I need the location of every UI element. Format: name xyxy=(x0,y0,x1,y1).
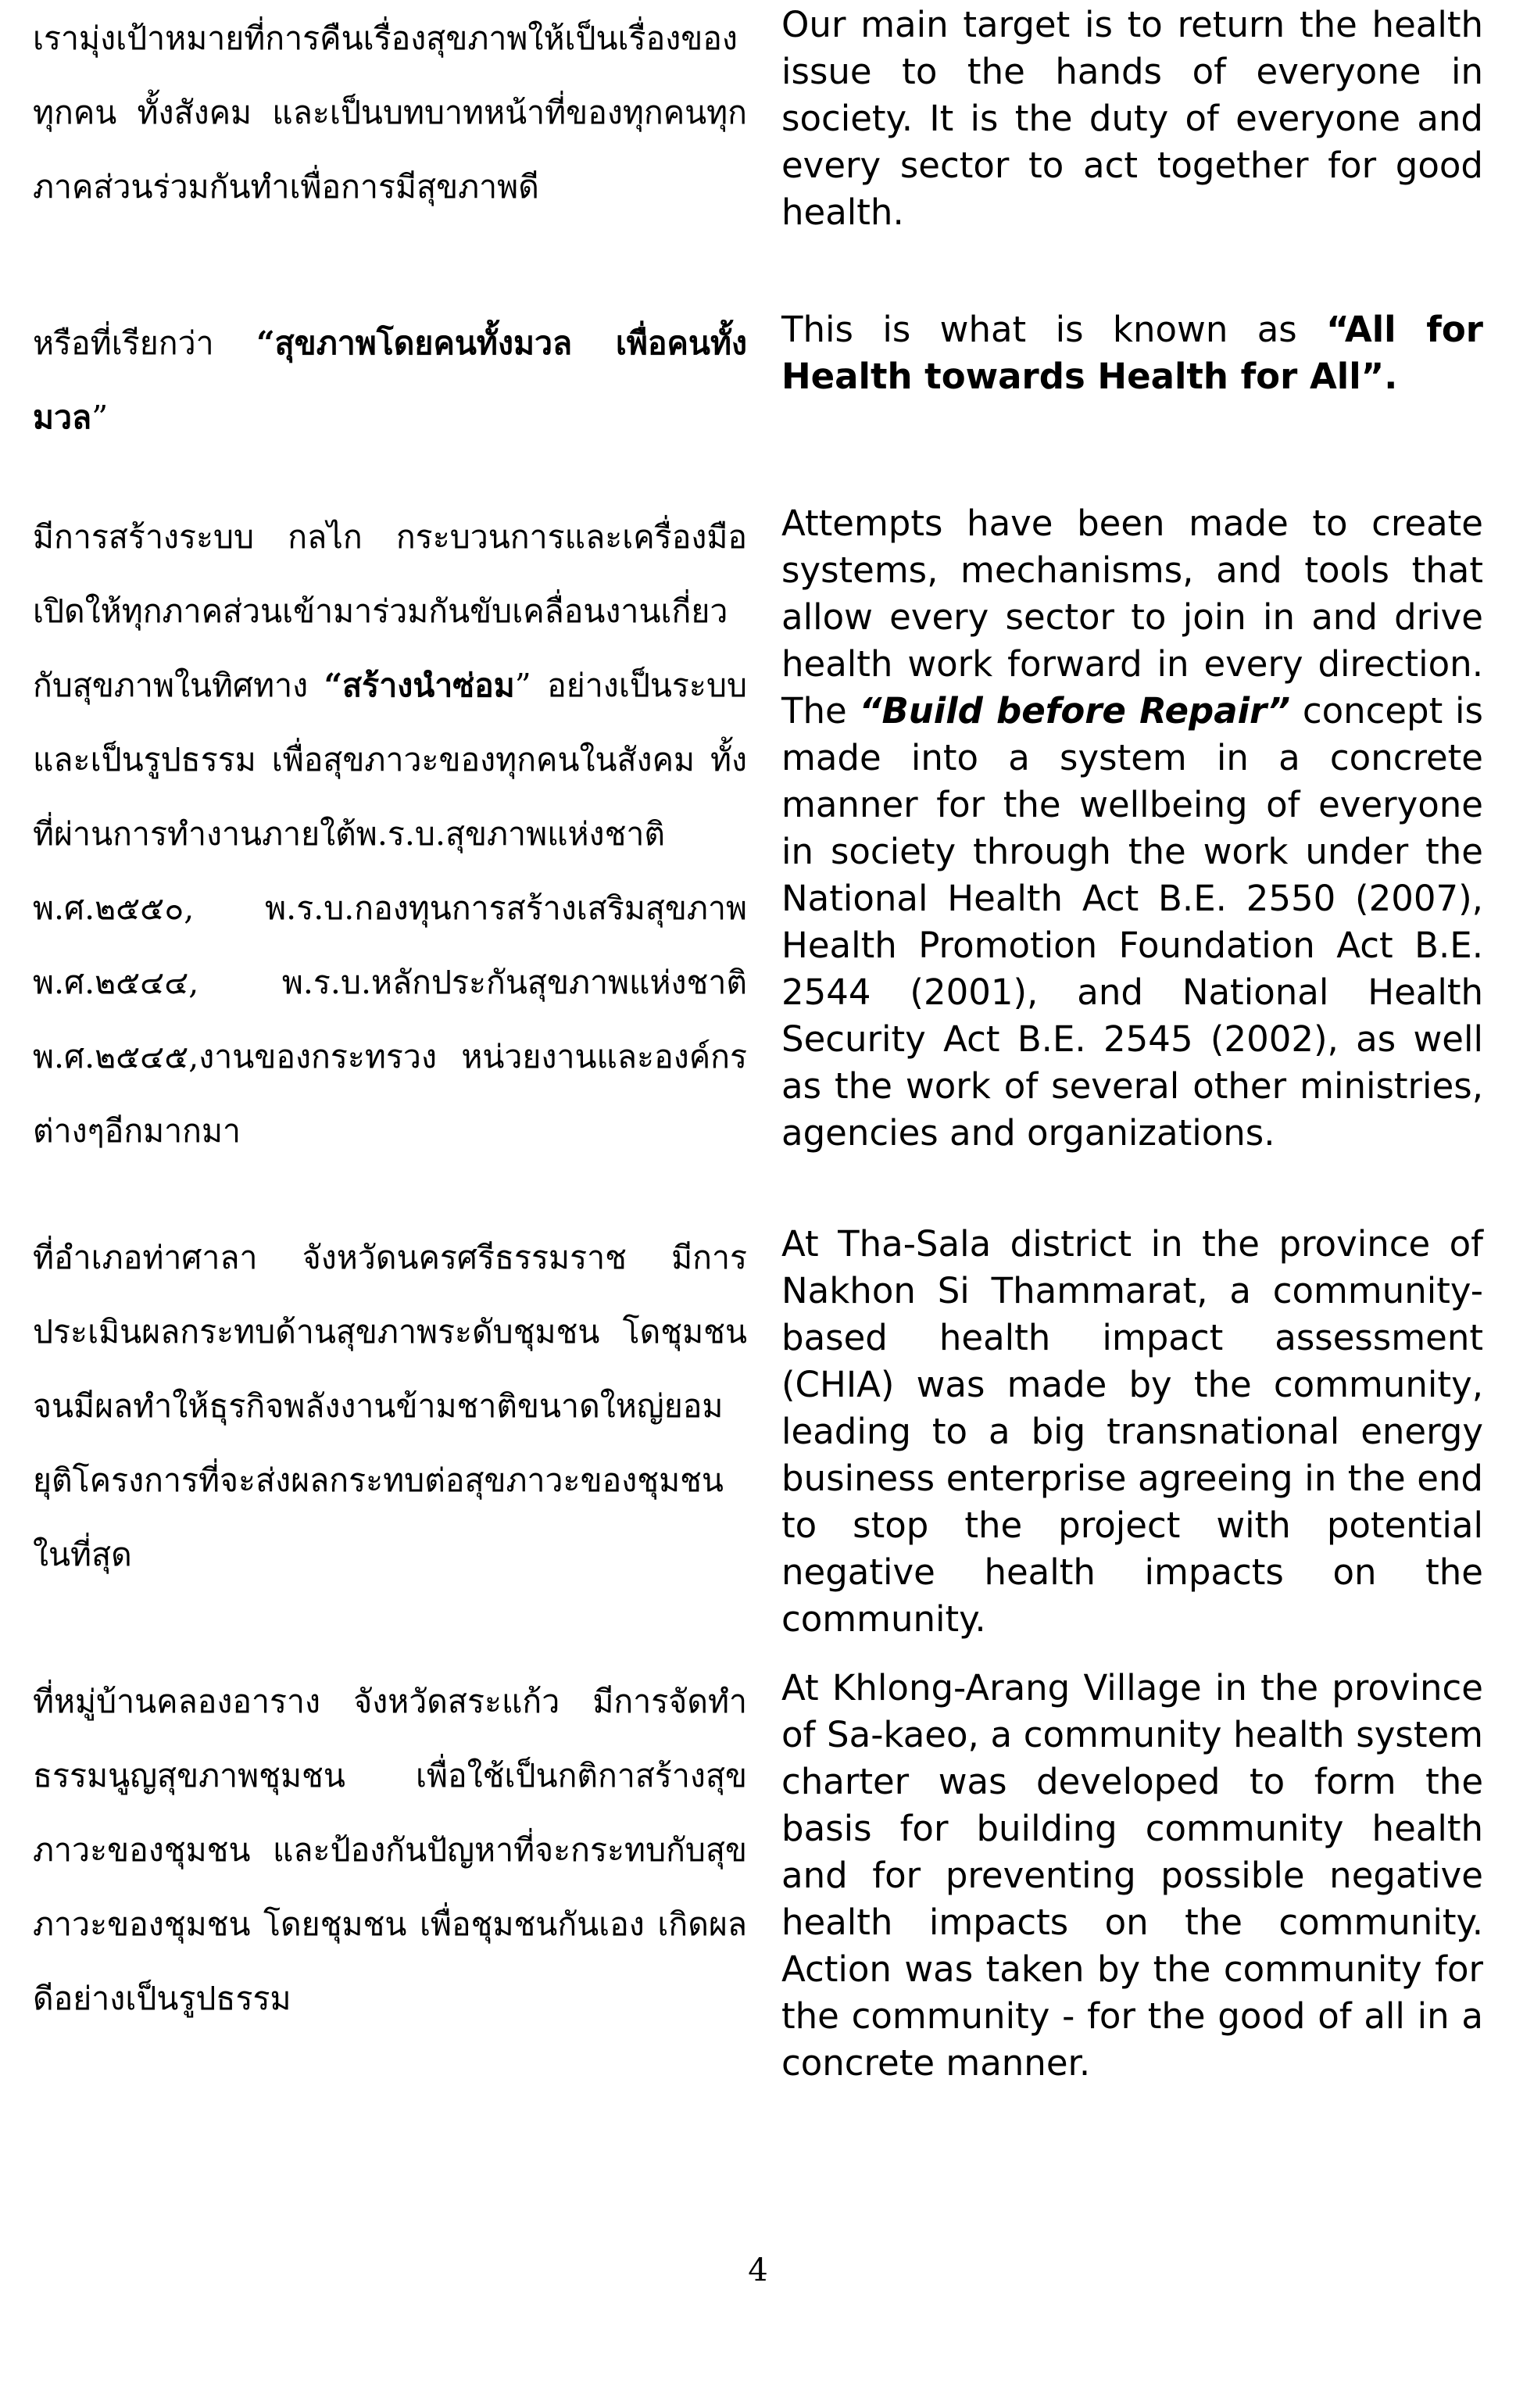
english-paragraph-1: Our main target is to return the health issue to the hands of everyone in society. It is the duty of everyone and every sector to act together for good health. xyxy=(781,4,1483,233)
thai-text: ” xyxy=(91,399,109,436)
english-text: concept is made into a system in a concrete manner for the wellbeing of everyone in society through the work under the National Health Act B.E. 2550 (2007), Health Promotion Foundation Act B.E. 2544 (2001), and National Health Security Act B.E. 2545 (2002), as well as the work of several other ministries, agencies and organizations. xyxy=(781,690,1483,1154)
english-text: This is what is known as xyxy=(781,309,1327,350)
english-bold-italic-text: “Build before Repair” xyxy=(859,690,1291,732)
english-paragraph-5: At Khlong-Arang Village in the province of Sa-kaeo, a community health system charter was developed to form the basis for building community health and for preventing possible negative health impacts on the community. Action was taken by the community for the community - for the good of all in a concrete manner. xyxy=(781,1667,1483,2084)
english-text: Attempts have been made to create systems, mechanisms, and tools that allow every sector to join in and drive health work forward in every direction. The xyxy=(781,503,1483,732)
english-bold-text: “All for Health towards Health for All”. xyxy=(781,309,1483,397)
thai-paragraph-3 xyxy=(33,500,747,1168)
thai-text: มีการสร้างระบบ กลไก กระบวนการและเครื่องมือเปิดให้ทุกภาคส่วนเข้ามาร่วมกันขับเคลื่อนงานเกี่ยวกับสุขภาพในทิศทาง xyxy=(33,518,747,704)
thai-paragraph-5: ที่หมู่บ้านคลองอาราง จังหวัดสระแก้ว มีการจัดทำธรรมนูญสุขภาพชุมชน เพื่อใช้เป็นกติกาสร้างสุขภาวะของชุมชน และป้องกันปัญหาที่จะกระทบกับสุขภาวะของชุมชน โดยชุมชน เพื่อชุมชนกันเอง เกิดผลดีอย่างเป็นรูปธรรม xyxy=(33,1683,747,2017)
thai-text: หรือที่เรียกว่า xyxy=(33,324,257,362)
english-paragraph-3 xyxy=(781,500,1483,1157)
thai-paragraph-2 xyxy=(33,306,747,455)
thai-bold-text: “สร้างนำซ่อม xyxy=(324,667,515,704)
thai-paragraph-1: เรามุ่งเป้าหมายที่การคืนเรื่องสุขภาพให้เป็นเรื่องของทุกคน ทั้งสังคม และเป็นบทบาทหน้าที่ของทุกคนทุกภาคส่วนร่วมกันทำเพื่อการมีสุขภาพดี xyxy=(33,20,747,206)
thai-text: ” อย่างเป็นระบบและเป็นรูปธรรม เพื่อสุขภาวะของทุกคนในสังคม ทั้งที่ผ่านการทำงานภายใต้พ.ร.บ.สุขภาพแห่งชาติ พ.ศ.๒๕๕๐, พ.ร.บ.กองทุนการสร้างเสริมสุขภาพ พ.ศ.๒๕๔๔, พ.ร.บ.หลักประกันสุขภาพแห่งชาติ พ.ศ.๒๕๔๕,งานของกระทรวง หน่วยงานและองค์กรต่างๆอีกมากมา xyxy=(33,667,747,1150)
english-paragraph-4: At Tha-Sala district in the province of Nakhon Si Thammarat, a community-based health impact assessment (CHIA) was made by the community, leading to a big transnational energy business enterprise agreeing in the end to stop the project with potential negative health impacts on the community. xyxy=(781,1223,1483,1640)
thai-paragraph-4: ที่อำเภอท่าศาลา จังหวัดนครศรีธรรมราช มีการประเมินผลกระทบด้านสุขภาพระดับชุมชน โดชุมชนจนมีผลทำให้ธุรกิจพลังงานข้ามชาติขนาดใหญ่ยอมยุติโครงการที่จะส่งผลกระทบต่อสุขภาวะของชุมชนในที่สุด xyxy=(33,1239,747,1573)
thai-bold-text: “สุขภาพโดยคนทั้งมวล เพื่อคนทั้งมวล xyxy=(33,324,747,436)
english-paragraph-2 xyxy=(781,306,1483,400)
page-number: 4 xyxy=(748,2252,768,2288)
